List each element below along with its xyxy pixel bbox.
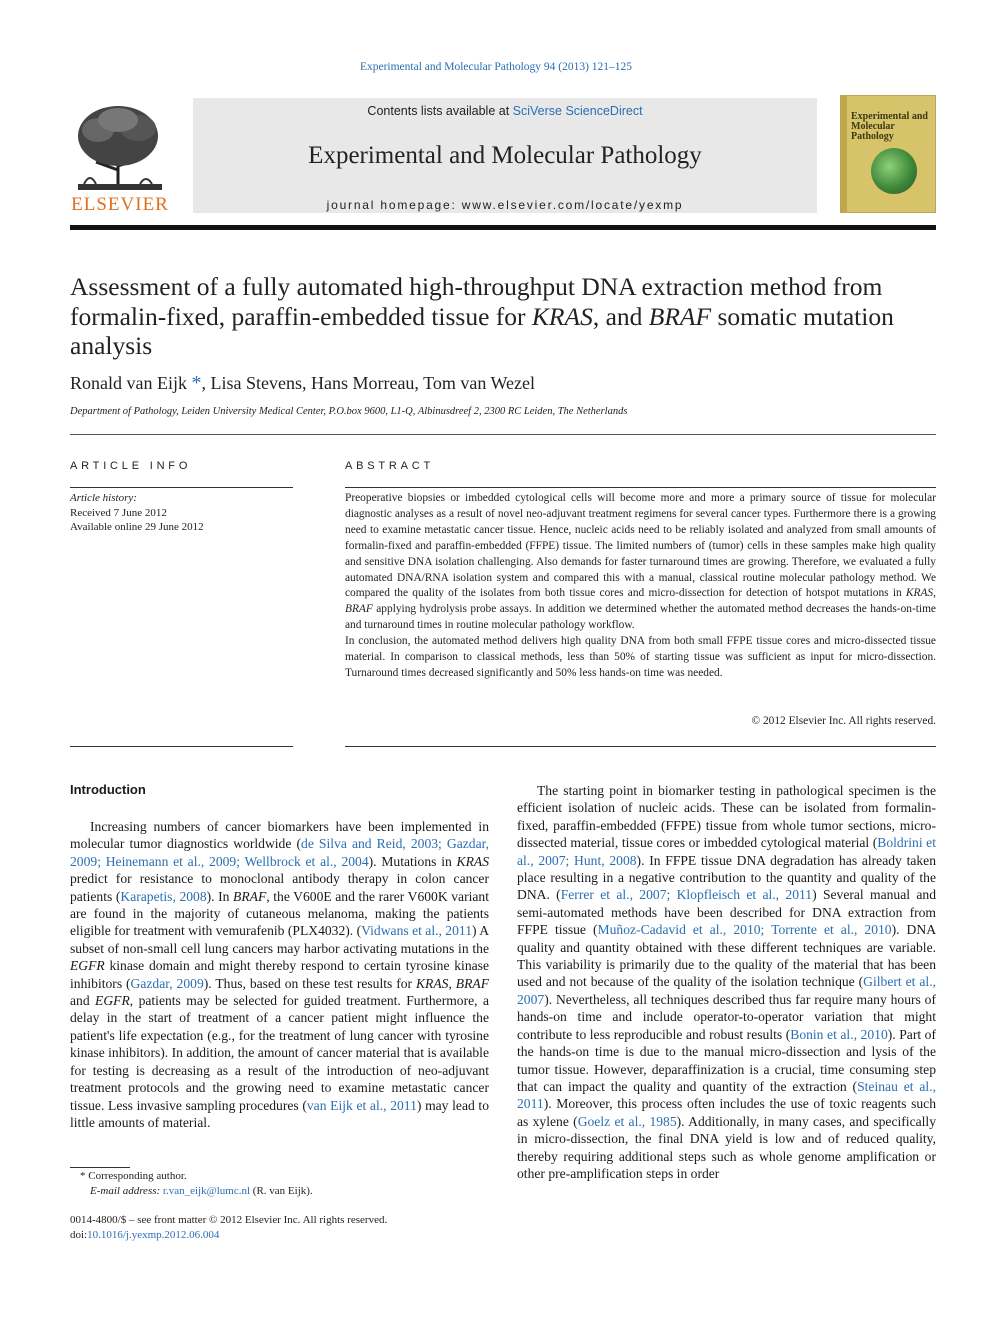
journal-cover-image[interactable]	[840, 95, 936, 213]
footnote	[80, 1169, 313, 1199]
body-column-right	[517, 782, 936, 1182]
affiliation-divider	[70, 434, 936, 435]
citation-link[interactable]: Boldrini et al., 2007; Hunt, 2008	[517, 835, 936, 868]
article-info-bottom-rule	[70, 746, 293, 747]
citation-link[interactable]: Bonin et al., 2010	[790, 1026, 888, 1042]
body-paragraph: Increasing numbers of cancer biomarkers have been implemented in molecular tumor diagnostics worldwide (de Silva and Reid, 2003; Gazdar, 2009; Heinemann et al., 2009; Wellbrock et al., 2004). Mutations in KRAS predict for resistance to monoclonal antibody therapy in colon cancer patients (Karapetis, 2008). In BRAF, the V600E and the rarer V600K variant are found in the majority of cutaneous melanoma, making the patients eligible for treatment with vemurafenib (PLX4032). (Vidwans et al., 2011) A subset of non-small cell lung cancers may harbor activating mutations in the EGFR kinase domain and might thereby respond to certain tyrosine kinase inhibitors (Gazdar, 2009). Thus, based on these test results for KRAS, BRAF and EGFR, patients may be selected for guided treatment. Furthermore, a delay in the start of treatment of a cancer patient might influence the patient's life expectation (e.g., for the treatment of lung cancer with tyrosine kinase inhibitors). In addition, the amount of cancer material that is available for testing is decreasing as a result of the introduction of neo-adjuvant treatment protocols and the growing need to examine metastatic cancer tissue. Less invasive sampling procedures (van Eijk et al., 2011) may lead to little amounts of material.	[70, 819, 490, 1130]
citation-link[interactable]: Steinau et al., 2011	[517, 1078, 936, 1112]
abstract-paragraph: Preoperative biopsies or imbedded cytological cells will become more and more a primary source of tissue for molecular diagnostic analyses as a result of novel neo-adjuvant treatment regimens for several cancer types. Furthermore there is a growing need to examine metastatic cancer tissue. Hence, nucleic acids need to be reliably isolated and analyzed from small amounts of formalin-fixed and paraffin-embedded (FFPE) tissue. The limited numbers of (tumor) cells in these samples make high quality and sensitive DNA isolation challenging. Also demands for faster turnaround times are growing. Therefore, we evaluated a fully automated DNA/RNA isolation system and compared this with a manual, classical routine molecular pathology method. We compared the quality of the isolates from both tissue cores and micro-dissection for detection of hotspot mutations in KRAS, BRAF applying hydrolysis probe assays. In addition we determined whether the automated method decreases the hands-on-time and turnaround times in routine molecular pathology workflow.	[345, 492, 936, 632]
publisher-name: ELSEVIER	[71, 194, 169, 215]
cover-stripe	[841, 96, 847, 212]
doi-line: doi:10.1016/j.yexmp.2012.06.004	[70, 1229, 220, 1241]
abstract-copyright: © 2012 Elsevier Inc. All rights reserved.	[751, 715, 936, 727]
citation-link[interactable]: van Eijk et al., 2011	[306, 1097, 417, 1113]
citation-link[interactable]: Gazdar, 2009	[130, 975, 204, 991]
article-info-rule	[70, 487, 293, 488]
citation-link[interactable]: Ferrer et al., 2007; Klopfleisch et al., 2011	[560, 887, 813, 903]
email-note: E-mail address: r.van_eijk@lumc.nl (R. van Eijk).	[90, 1185, 313, 1197]
footnote-rule	[70, 1167, 130, 1168]
journal-homepage-link[interactable]: journal homepage: www.elsevier.com/locate/yexmp	[326, 198, 684, 212]
citation-link[interactable]: Vidwans et al., 2011	[361, 923, 472, 939]
article-history	[70, 491, 204, 535]
cover-title: Experimental and Molecular Pathology	[851, 111, 928, 142]
article-title: Assessment of a fully automated high-throughput DNA extraction method from formalin-fixed, paraffin-embedded tissue for KRAS, and BRAF somatic mutation analysis	[70, 272, 894, 360]
journal-title: Experimental and Molecular Pathology	[308, 142, 702, 169]
corresponding-note: * Corresponding author.	[80, 1170, 187, 1182]
online-date: Available online 29 June 2012	[70, 521, 204, 533]
body-paragraph: The starting point in biomarker testing in pathological specimen is the efficient isolation of nucleic acids. These can be isolated from formalin-fixed, paraffin-embedded (FFPE) tissue from whole tumor sections, micro-dissected material, tissue cores or imbedded cytological material (Boldrini et al., 2007; Hunt, 2008). In FFPE tissue DNA degradation has already taken place resulting in a negative contribution to the quantity and quality of the DNA. (Ferrer et al., 2007; Klopfleisch et al., 2011) Several manual and semi-automated methods have been described for DNA extraction from FFPE tissue (Muñoz-Cadavid et al., 2010; Torrente et al., 2010). DNA quality and quantity obtained with these different techniques are variable. This variability is primarily due to the quality of the material that has been used and not because of the quality of the isolation technique (Gilbert et al., 2007). Nevertheless, all techniques described thus far require many hours of hands-on time and include operator-to-operator variation that might contribute to less reproducible and robust results (Bonin et al., 2010). Part of the hands-on time is due to the manual micro-dissection and lysis of the tumor tissue. However, deparaffinization is a crucial, time consuming step that can impact the quality and quantity of the extraction (Steinau et al., 2011). Moreover, this process often includes the use of toxic reagents such as xylene (Goelz et al., 1985). Additionally, in many cases, and specifically in micro-dissection, the final DNA yield is low and of reduced quality, thereby requiring additional steps such as whole genome amplification or other pre-amplification steps in order	[517, 783, 937, 1181]
affiliation: Department of Pathology, Leiden University Medical Center, P.O.box 9600, L1-Q, Albinusdreef 2, 2300 RC Leiden, The Netherlands	[70, 406, 628, 417]
citation-link[interactable]: Karapetis, 2008	[120, 888, 207, 904]
issn-block	[70, 1213, 387, 1243]
doi-link[interactable]: 10.1016/j.yexmp.2012.06.004	[87, 1229, 220, 1241]
citation-link[interactable]: de Silva and Reid, 2003; Gazdar, 2009; Heinemann et al., 2009; Wellbrock et al., 2004	[70, 836, 489, 869]
journal-citation[interactable]: Experimental and Molecular Pathology 94 (2013) 121–125	[359, 61, 633, 73]
author-list	[70, 372, 535, 395]
contents-line: Contents lists available at SciVerse ScienceDirect	[367, 104, 643, 118]
abstract-text	[345, 491, 936, 682]
coauthors: , Lisa Stevens, Hans Morreau, Tom van Wezel	[201, 373, 536, 393]
citation-link[interactable]: Muñoz-Cadavid et al., 2010; Torrente et al., 2010	[597, 922, 892, 938]
cover-microscopy-icon	[871, 148, 917, 194]
author-name[interactable]: Ronald van Eijk	[70, 373, 187, 393]
introduction-heading: Introduction	[70, 782, 146, 797]
sciencedirect-link[interactable]: SciVerse ScienceDirect	[512, 104, 643, 118]
front-matter-line: 0014-4800/$ – see front matter © 2012 Elsevier Inc. All rights reserved.	[70, 1214, 388, 1226]
abstract-heading: ABSTRACT	[345, 460, 435, 472]
article-info-heading: ARTICLE INFO	[70, 460, 192, 472]
email-link[interactable]: r.van_eijk@lumc.nl	[162, 1185, 251, 1197]
abstract-rule	[345, 487, 936, 488]
citation-link[interactable]: Goelz et al., 1985	[577, 1113, 677, 1129]
body-column-left	[70, 818, 489, 1131]
elsevier-logo	[68, 100, 172, 214]
history-label: Article history:	[70, 492, 137, 504]
header-divider	[70, 225, 936, 230]
abstract-bottom-rule	[345, 746, 936, 747]
citation-link[interactable]: Gilbert et al., 2007	[517, 974, 936, 1007]
abstract-paragraph: In conclusion, the automated method delivers high quality DNA from both small FFPE tissue cores and micro-dissected tissue material. In comparison to classical methods, less than 50% of starting tissue was sufficient as input for micro-dissection. Turnaround times decreased significantly and 50% less hands-on time was needed.	[345, 635, 936, 679]
corresponding-author-icon[interactable]: *	[191, 372, 202, 394]
received-date: Received 7 June 2012	[70, 506, 167, 519]
journal-header	[193, 98, 817, 213]
